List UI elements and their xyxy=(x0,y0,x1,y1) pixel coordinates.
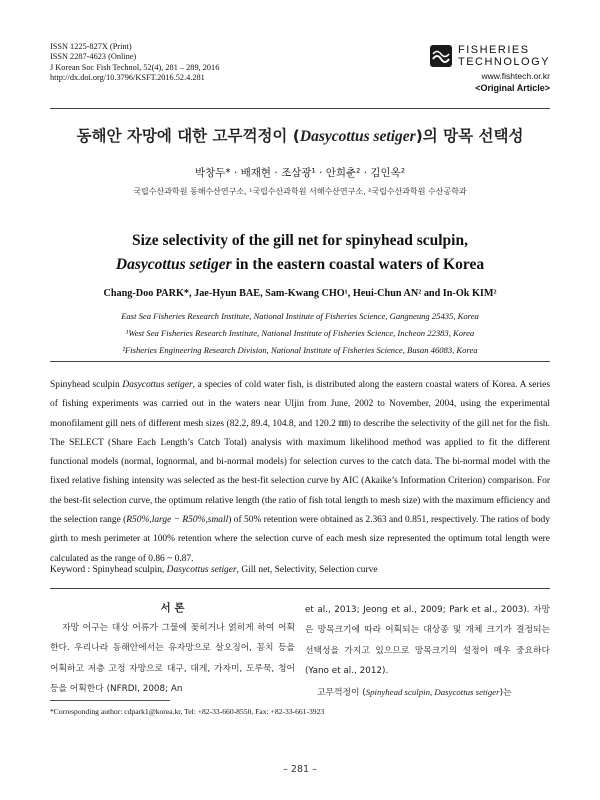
affiliation-1: East Sea Fisheries Research Institute, National Institute of Fisheries Science, Gangneung 25435, Korea xyxy=(121,311,479,321)
fish-wave-icon xyxy=(430,45,452,67)
keyword-part-1: Spinyhead sculpin, xyxy=(92,565,167,575)
journal-reference: J Korean Soc Fish Technol, 52(4), 281 – 289, 2016 xyxy=(50,62,220,72)
intro-left-text: 자망 어구는 대상 어류가 그물에 꽂히거나 얽히게 하여 어획한다. 우리나라 동해안에서는 유자망으로 살오징어, 꽁치 등을 어획하고 저층 고정 자망으로 대구, 대게, 가자미, 도루묵, 청어 등을 어획한다 (NFRDI, 2008; An xyxy=(50,623,295,695)
article-type: <Original Article> xyxy=(475,83,550,93)
intro-right-text-2: 고무꺽정이 ( xyxy=(317,687,366,698)
affiliation-2: ¹West Sea Fisheries Research Institute, National Institute of Fisheries Science, Incheon 22383, Korea xyxy=(125,328,475,338)
intro-right-text: et al., 2013; Jeong et al., 2009; Park et al., 2003). 자망은 망목크기에 따라 어획되는 대상종 및 개체 크기가 결정되는 선택성을 가지고 있으므로 망목크기의 설정이 매우 중요하다 (Yano et al., 2012). xyxy=(305,605,550,677)
publication-info xyxy=(50,42,219,84)
korean-title-pre: 동해안 자망에 대한 고무꺽정이 ( xyxy=(76,127,300,145)
abstract-part-3: ) of 50% retention were obtained as 2.363 and 0.851, respectively. The ratios of body girth to mesh perimeter at 100% retention where the selection curve of each mesh size represented the optimum total length were calculated as the range of 0.86 ~ 0.87. xyxy=(50,515,550,564)
page-number: – 281 – xyxy=(283,764,317,775)
keyword-part-2: , Gill net, Selectivity, Selection curve xyxy=(236,565,378,575)
keyword-label: Keyword : xyxy=(50,565,93,575)
intro-left-column xyxy=(50,600,295,700)
journal-url[interactable]: www.fishtech.or.kr xyxy=(481,71,550,81)
affiliation-3: ²Fisheries Engineering Research Division, National Institute of Fisheries Science, Busan 46083, Korea xyxy=(122,345,478,355)
korean-affiliations: 국립수산과학원 동해수산연구소, ¹국립수산과학원 서해수산연구소, ²국립수산과학원 수산공학과 xyxy=(133,187,467,196)
english-title-rest: in the eastern coastal waters of Korea xyxy=(231,256,485,273)
english-authors: Chang-Doo PARK*, Jae-Hyun BAE, Sam-Kwang CHO¹, Heui-Chun AN² and In-Ok KIM² xyxy=(103,288,497,299)
abstract-top-divider xyxy=(50,361,550,362)
keyword-species: Dasycottus setiger xyxy=(166,565,237,575)
intro-right-column xyxy=(305,600,550,703)
intro-heading: 서 론 xyxy=(160,602,185,614)
korean-title-post: )의 망목 선택성 xyxy=(415,127,524,145)
logo-line-1: FISHERIES xyxy=(457,44,530,56)
korean-title xyxy=(0,124,600,146)
intro-right-paragraph-2 xyxy=(305,682,550,703)
korean-authors: 박창두* · 배재현 · 조삼광¹ · 안희춘² · 김인옥² xyxy=(194,167,406,179)
issn-online: ISSN 2287-4623 (Online) xyxy=(50,52,137,62)
doi-link[interactable]: http://dx.doi.org/10.3796/KSFT.2016.52.4.281 xyxy=(50,73,205,83)
english-title xyxy=(0,229,600,277)
header-divider xyxy=(50,108,550,109)
abstract-species: Dasycottus setiger xyxy=(122,380,193,390)
english-affiliations xyxy=(0,308,600,359)
english-title-line-1: Size selectivity of the gill net for spinyhead sculpin, xyxy=(132,232,468,249)
issn-print: ISSN 1225-827X (Print) xyxy=(50,42,132,51)
keyword-divider xyxy=(50,588,550,589)
intro-right-species: Spinyhead sculpin, Dasycottus setiger xyxy=(365,686,500,697)
footnote-divider xyxy=(50,700,170,701)
journal-logo xyxy=(430,44,550,93)
selection-range-formula: R50%,large − R50%,small xyxy=(126,515,229,526)
logo-line-2: TECHNOLOGY xyxy=(457,56,550,68)
korean-title-species: Dasycottus setiger xyxy=(299,128,416,145)
abstract-part-2: , a species of cold water fish, is distributed along the eastern coastal waters of Korea. A series of fishing experiments was carried out in the waters near Uljin from June, 2002 to November, 2004, using the experimental monofilament gill nets of different mesh sizes (82.2, 89.4, 104.8, and 120.2 ㎜) to describe the selectivity of the gill net for the fish. The SELECT (Share Each Length’s Catch Total) analysis with maximum likelihood method was applied to fit the different functional models (normal, lognormal, and bi-normal models) for selection curves to the catch data. The bi-normal model with the fixed relative fishing intensity was selected as the best-fit selection curve by AIC (Akaike’s Information Criterion) comparison. For the best-fit selection curve, the optimum relative length (the ratio of fish total length to mesh size) with the maximum efficiency and the selection range ( xyxy=(50,380,551,526)
abstract-part-1: Spinyhead sculpin xyxy=(50,380,123,390)
intro-right-text-3: )는 xyxy=(499,687,512,698)
keywords xyxy=(50,565,550,575)
abstract xyxy=(50,376,550,569)
corresponding-author-footnote: *Corresponding author: cdpark1@korea.kr, Tel: +82-33-660-8550, Fax: +82-33-661-3923 xyxy=(50,707,325,716)
english-title-species: Dasycottus setiger xyxy=(115,256,232,273)
